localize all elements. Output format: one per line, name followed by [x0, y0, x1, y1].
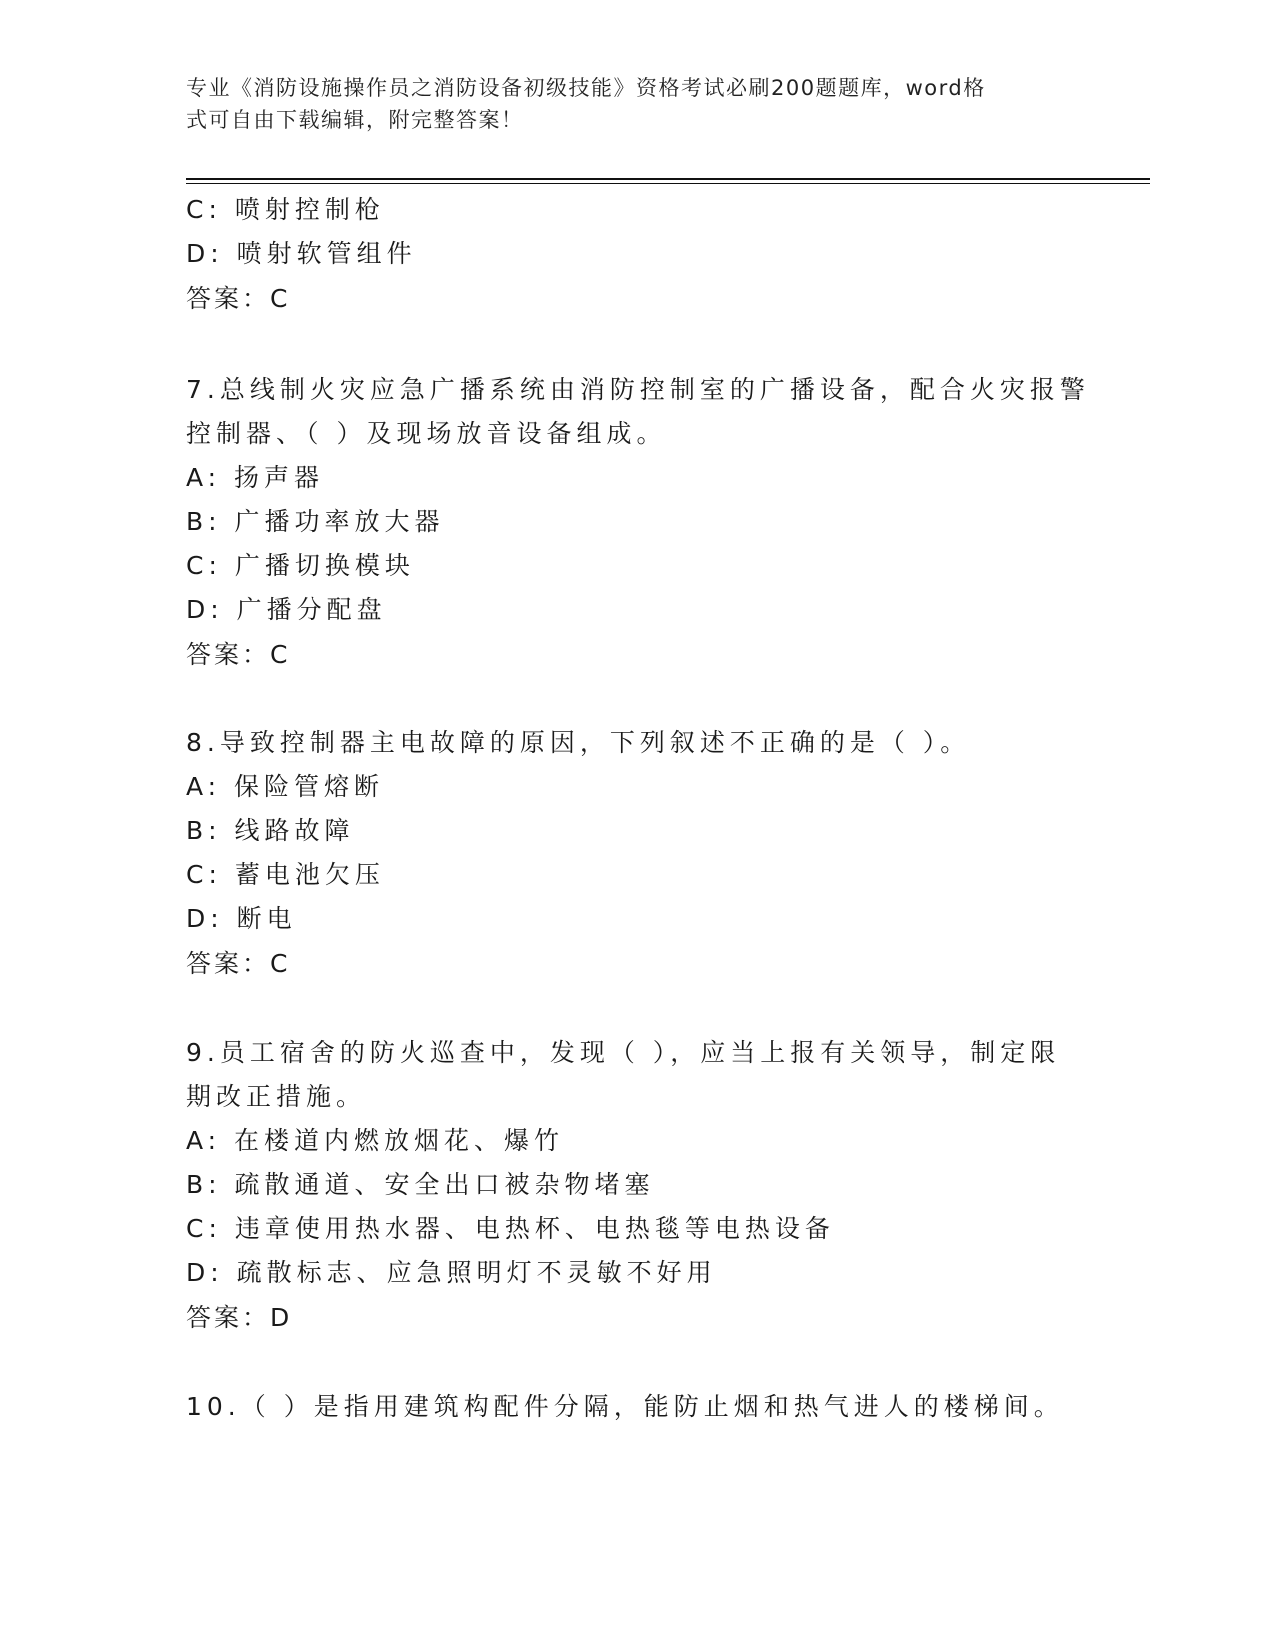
q6-answer: 答案：C — [186, 284, 291, 313]
header-line-2: 式可自由下载编辑，附完整答案！ — [186, 108, 524, 132]
q8-stem-line-1: 8.导致控制器主电故障的原因，下列叙述不正确的是（ ）。 — [186, 728, 971, 757]
q7-option-c: C: 广播切换模块 — [186, 551, 415, 580]
q8-option-c: C: 蓄电池欠压 — [186, 860, 385, 889]
q6-option-c: C: 喷射控制枪 — [186, 195, 385, 224]
q7-stem-line-2: 控制器、（ ）及现场放音设备组成。 — [186, 419, 667, 448]
q9-answer: 答案：D — [186, 1303, 293, 1332]
q9-stem-line-1: 9.员工宿舍的防火巡查中，发现（ ），应当上报有关领导，制定限 — [186, 1038, 1061, 1067]
q7-option-a: A: 扬声器 — [186, 463, 325, 492]
q8-option-a: A: 保险管熔断 — [186, 772, 385, 801]
q7-stem-line-1: 7.总线制火灾应急广播系统由消防控制室的广播设备，配合火灾报警 — [186, 375, 1090, 404]
q6-option-d: D: 喷射软管组件 — [186, 239, 417, 268]
q9-option-a: A: 在楼道内燃放烟花、爆竹 — [186, 1126, 565, 1155]
q7-option-b: B: 广播功率放大器 — [186, 507, 445, 536]
q7-option-d: D: 广播分配盘 — [186, 595, 387, 624]
q8-answer: 答案：C — [186, 949, 291, 978]
q9-stem-line-2: 期改正措施。 — [186, 1082, 367, 1111]
q9-option-c: C: 违章使用热水器、电热杯、电热毯等电热设备 — [186, 1214, 835, 1243]
header-line-1: 专业《消防设施操作员之消防设备初级技能》资格考试必刷200题题库，word格 — [186, 76, 986, 100]
header-divider-thin — [186, 183, 1150, 184]
q9-option-b: B: 疏散通道、安全出口被杂物堵塞 — [186, 1170, 655, 1199]
q9-option-d: D: 疏散标志、应急照明灯不灵敏不好用 — [186, 1258, 717, 1287]
header-divider-thick — [186, 178, 1150, 180]
q7-answer: 答案：C — [186, 640, 291, 669]
q10-stem-line-1: 10.（ ）是指用建筑构配件分隔，能防止烟和热气进人的楼梯间。 — [186, 1392, 1064, 1421]
q8-option-b: B: 线路故障 — [186, 816, 355, 845]
document-header — [186, 72, 1066, 136]
q8-option-d: D: 断电 — [186, 904, 297, 933]
